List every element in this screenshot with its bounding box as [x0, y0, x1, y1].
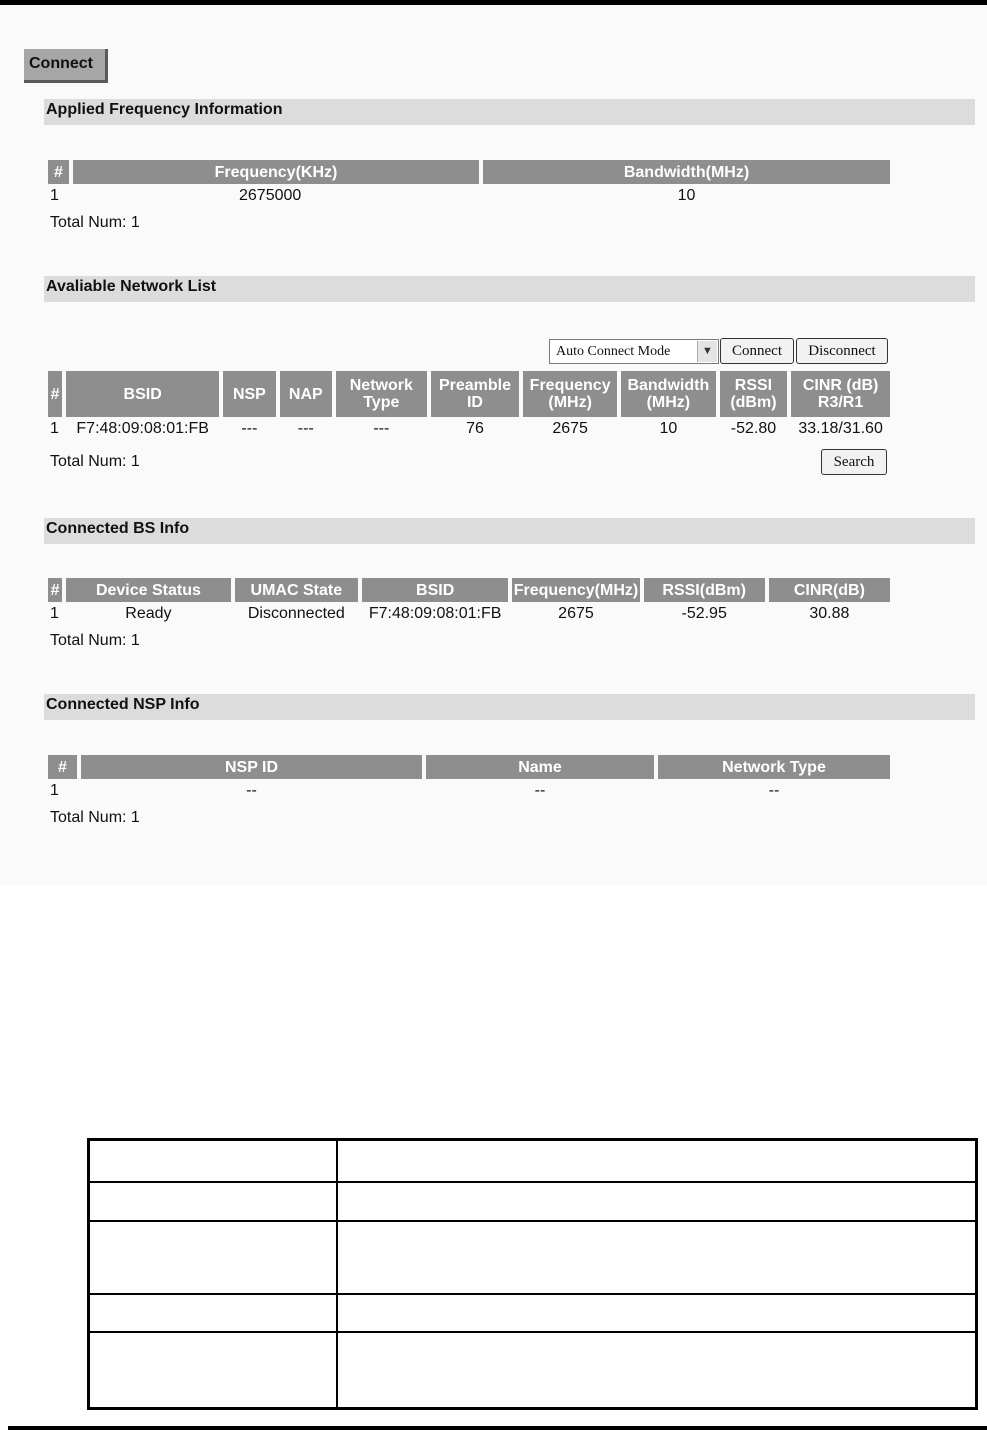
table-cell: -52.80 — [730, 420, 777, 437]
table-cell: 2675 — [558, 605, 594, 622]
column-header: UMAC State — [235, 578, 358, 602]
table-row — [48, 779, 890, 803]
table-cell: 30.88 — [809, 605, 850, 622]
section-header-nsp-info: Connected NSP Info — [44, 694, 975, 720]
total-count: Total Num: 1 — [50, 632, 140, 649]
table-cell: -- — [534, 782, 546, 799]
column-header: RSSI(dBm) — [644, 578, 765, 602]
table-row — [48, 602, 890, 626]
table-cell: --- — [373, 420, 390, 437]
column-header: Bandwidth(MHz) — [483, 160, 890, 184]
chevron-down-icon[interactable]: ▼ — [697, 341, 717, 362]
column-header: Frequency(KHz) — [73, 160, 479, 184]
connect-mode-select[interactable] — [549, 339, 719, 364]
column-header: BSID — [66, 371, 219, 417]
table-cell: 1 — [50, 605, 59, 622]
table-cell: -- — [246, 782, 257, 799]
total-count: Total Num: 1 — [50, 453, 140, 470]
applied-frequency-table — [44, 160, 894, 208]
nsp-info-table — [44, 755, 894, 803]
column-header: Frequency(MHz) — [512, 578, 639, 602]
document-table — [87, 1138, 978, 1410]
section-header-network-list: Avaliable Network List — [44, 276, 975, 302]
table-row[interactable] — [48, 417, 890, 441]
table-cell: -52.95 — [681, 605, 727, 622]
disconnect-button[interactable]: Disconnect — [796, 338, 888, 364]
table-cell: Ready — [125, 605, 172, 622]
table-cell: 10 — [677, 187, 696, 204]
total-count: Total Num: 1 — [50, 214, 140, 231]
table-cell: 1 — [50, 420, 59, 437]
section-header-applied-frequency: Applied Frequency Information — [44, 99, 975, 125]
table-cell: F7:48:09:08:01:FB — [368, 605, 502, 622]
table-cell: 10 — [659, 420, 678, 437]
web-ui-panel — [0, 5, 987, 885]
column-header: NSP — [223, 371, 275, 417]
total-count: Total Num: 1 — [50, 809, 140, 826]
connect-tab[interactable]: Connect — [24, 49, 108, 83]
column-header: Frequency (MHz) — [523, 371, 617, 417]
table-cell: 2675 — [552, 420, 588, 437]
column-header: CINR (dB) R3/R1 — [791, 371, 890, 417]
table-cell: --- — [297, 420, 314, 437]
table-cell: Disconnected — [247, 605, 345, 622]
table-row — [48, 184, 890, 208]
connect-mode-value: Auto Connect Mode — [556, 344, 671, 359]
column-header: Preamble ID — [431, 371, 520, 417]
table-cell: 1 — [50, 187, 59, 204]
bottom-rule — [8, 1426, 987, 1430]
table-cell: F7:48:09:08:01:FB — [76, 420, 209, 437]
bs-info-table — [44, 578, 894, 626]
table-cell: --- — [241, 420, 258, 437]
column-header: # — [48, 371, 62, 417]
column-header: Network Type — [336, 371, 427, 417]
table-cell: 1 — [50, 782, 59, 799]
column-header: # — [48, 578, 62, 602]
column-header: Device Status — [66, 578, 231, 602]
table-cell: 2675000 — [239, 187, 302, 204]
row-divider — [90, 1181, 975, 1183]
network-list-table — [44, 371, 894, 441]
search-button[interactable]: Search — [821, 449, 887, 475]
column-header: BSID — [362, 578, 508, 602]
connect-button[interactable]: Connect — [720, 338, 794, 364]
section-header-bs-info: Connected BS Info — [44, 518, 975, 544]
column-header: Name — [426, 755, 654, 779]
row-divider — [90, 1331, 975, 1333]
column-header: CINR(dB) — [769, 578, 890, 602]
table-cell: 33.18/31.60 — [798, 420, 883, 437]
column-header: Bandwidth (MHz) — [621, 371, 716, 417]
column-header: Network Type — [658, 755, 890, 779]
column-header: NSP ID — [81, 755, 422, 779]
table-cell: -- — [768, 782, 780, 799]
table-cell: 76 — [466, 420, 484, 437]
row-divider — [90, 1220, 975, 1222]
column-header: RSSI (dBm) — [720, 371, 788, 417]
column-header: # — [48, 160, 69, 184]
column-header: NAP — [280, 371, 332, 417]
row-divider — [90, 1293, 975, 1295]
column-header: # — [48, 755, 77, 779]
